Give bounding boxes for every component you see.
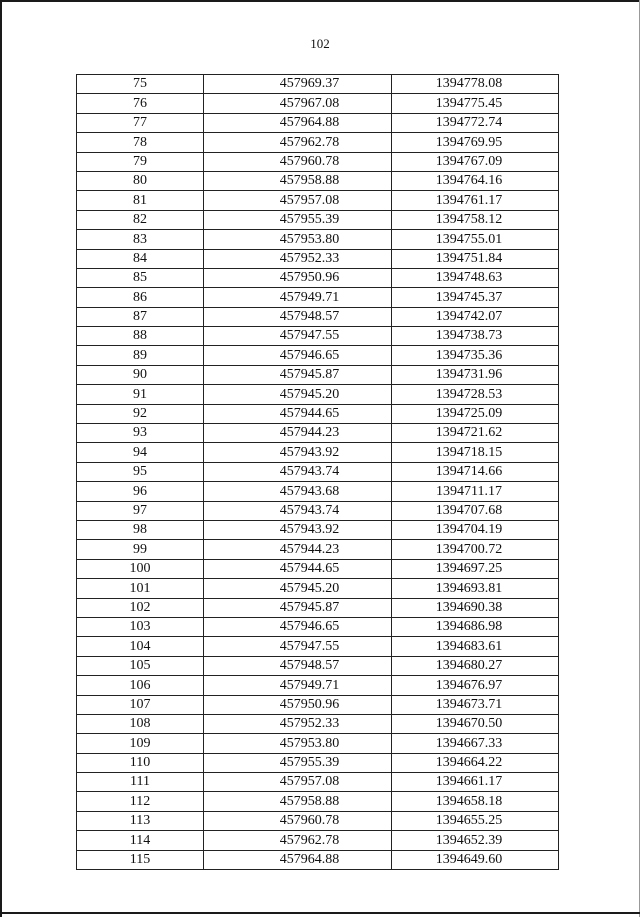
cell-text: 1394683.61 <box>435 638 503 654</box>
cell-text: 457960.78 <box>279 813 340 829</box>
point-number-cell <box>77 268 204 287</box>
y-coordinate-cell <box>392 424 559 443</box>
cell-text: 88 <box>133 328 147 344</box>
y-coordinate-cell <box>392 443 559 462</box>
cell-text: 1394670.50 <box>435 716 503 732</box>
y-coordinate-cell <box>392 230 559 249</box>
y-coordinate-cell <box>392 482 559 501</box>
x-coordinate-cell <box>204 811 392 830</box>
cell-text: 1394731.96 <box>435 367 503 383</box>
cell-text: 1394758.12 <box>435 212 503 228</box>
table-row <box>77 230 559 249</box>
page-edge-top <box>0 0 640 2</box>
cell-text: 457945.87 <box>279 367 340 383</box>
y-coordinate-cell <box>392 695 559 714</box>
cell-text: 80 <box>133 173 147 189</box>
point-number-cell <box>77 579 204 598</box>
y-coordinate-cell <box>392 598 559 617</box>
cell-text: 89 <box>133 347 147 363</box>
cell-text: 1394697.25 <box>435 561 503 577</box>
cell-text: 1394704.19 <box>435 522 503 538</box>
cell-text: 1394718.15 <box>435 444 503 460</box>
table-row <box>77 753 559 772</box>
point-number-cell <box>77 133 204 152</box>
table-row <box>77 346 559 365</box>
point-number-cell <box>77 753 204 772</box>
point-number-cell <box>77 404 204 423</box>
y-coordinate-cell <box>392 462 559 481</box>
table-row <box>77 559 559 578</box>
point-number-cell <box>77 94 204 113</box>
cell-text: 103 <box>129 619 151 635</box>
cell-text: 1394764.16 <box>435 173 503 189</box>
cell-text: 457960.78 <box>279 153 340 169</box>
cell-text: 1394751.84 <box>435 250 503 266</box>
y-coordinate-cell <box>392 656 559 675</box>
point-number-cell <box>77 520 204 539</box>
point-number-cell <box>77 307 204 326</box>
cell-text: 457969.37 <box>279 76 340 92</box>
cell-text: 75 <box>133 76 147 92</box>
point-number-cell <box>77 637 204 656</box>
cell-text: 84 <box>133 250 147 266</box>
cell-text: 1394769.95 <box>435 134 503 150</box>
table-row <box>77 579 559 598</box>
x-coordinate-cell <box>204 850 392 869</box>
cell-text: 457944.23 <box>279 541 340 557</box>
cell-text: 112 <box>129 793 151 809</box>
table-row <box>77 811 559 830</box>
table-row <box>77 617 559 636</box>
cell-text: 1394700.72 <box>435 541 503 557</box>
table-row <box>77 152 559 171</box>
cell-text: 1394772.74 <box>435 115 503 131</box>
table-row <box>77 695 559 714</box>
x-coordinate-cell <box>204 404 392 423</box>
cell-text: 457946.65 <box>279 347 340 363</box>
cell-text: 105 <box>129 658 151 674</box>
table-row <box>77 365 559 384</box>
y-coordinate-cell <box>392 327 559 346</box>
table-row <box>77 443 559 462</box>
table-row <box>77 462 559 481</box>
table-row <box>77 94 559 113</box>
x-coordinate-cell <box>204 307 392 326</box>
y-coordinate-cell <box>392 307 559 326</box>
x-coordinate-cell <box>204 734 392 753</box>
x-coordinate-cell <box>204 462 392 481</box>
table-row <box>77 598 559 617</box>
cell-text: 457947.55 <box>279 638 340 654</box>
cell-text: 457949.71 <box>279 289 340 305</box>
cell-text: 1394755.01 <box>435 231 503 247</box>
point-number-cell <box>77 773 204 792</box>
cell-text: 1394714.66 <box>435 464 503 480</box>
point-number-cell <box>77 676 204 695</box>
y-coordinate-cell <box>392 714 559 733</box>
cell-text: 1394711.17 <box>436 483 502 499</box>
cell-text: 1394707.68 <box>435 502 503 518</box>
x-coordinate-cell <box>204 559 392 578</box>
point-number-cell <box>77 540 204 559</box>
y-coordinate-cell <box>392 811 559 830</box>
y-coordinate-cell <box>392 831 559 850</box>
table-row <box>77 268 559 287</box>
table-row <box>77 210 559 229</box>
cell-text: 1394680.27 <box>435 658 503 674</box>
cell-text: 457943.68 <box>279 483 340 499</box>
cell-text: 457948.57 <box>279 658 340 674</box>
cell-text: 111 <box>130 774 150 790</box>
point-number-cell <box>77 288 204 307</box>
y-coordinate-cell <box>392 637 559 656</box>
table-row <box>77 288 559 307</box>
cell-text: 457950.96 <box>279 696 340 712</box>
y-coordinate-cell <box>392 171 559 190</box>
cell-text: 1394775.45 <box>435 95 503 111</box>
table-row <box>77 792 559 811</box>
cell-text: 457955.39 <box>279 212 340 228</box>
point-number-cell <box>77 501 204 520</box>
y-coordinate-cell <box>392 850 559 869</box>
x-coordinate-cell <box>204 482 392 501</box>
cell-text: 457953.80 <box>279 231 340 247</box>
point-number-cell <box>77 811 204 830</box>
coordinates-table-body <box>77 75 559 870</box>
cell-text: 457943.92 <box>279 522 340 538</box>
x-coordinate-cell <box>204 346 392 365</box>
point-number-cell <box>77 424 204 443</box>
cell-text: 457949.71 <box>279 677 340 693</box>
cell-text: 1394690.38 <box>435 599 503 615</box>
x-coordinate-cell <box>204 288 392 307</box>
cell-text: 1394742.07 <box>435 309 503 325</box>
cell-text: 1394686.98 <box>435 619 503 635</box>
cell-text: 457945.20 <box>279 580 340 596</box>
cell-text: 1394664.22 <box>435 755 503 771</box>
cell-text: 457943.74 <box>279 464 340 480</box>
cell-text: 99 <box>133 541 147 557</box>
cell-text: 109 <box>129 735 151 751</box>
y-coordinate-cell <box>392 346 559 365</box>
cell-text: 457944.65 <box>279 561 340 577</box>
y-coordinate-cell <box>392 152 559 171</box>
y-coordinate-cell <box>392 191 559 210</box>
cell-text: 1394658.18 <box>435 793 503 809</box>
x-coordinate-cell <box>204 579 392 598</box>
y-coordinate-cell <box>392 617 559 636</box>
cell-text: 107 <box>129 696 151 712</box>
x-coordinate-cell <box>204 171 392 190</box>
cell-text: 457944.23 <box>279 425 340 441</box>
cell-text: 77 <box>133 115 147 131</box>
cell-text: 457947.55 <box>279 328 340 344</box>
x-coordinate-cell <box>204 249 392 268</box>
point-number-cell <box>77 327 204 346</box>
cell-text: 90 <box>133 367 147 383</box>
cell-text: 96 <box>133 483 147 499</box>
cell-text: 457957.08 <box>279 774 340 790</box>
cell-text: 108 <box>129 716 151 732</box>
table-row <box>77 191 559 210</box>
table-row <box>77 482 559 501</box>
cell-text: 457948.57 <box>279 309 340 325</box>
x-coordinate-cell <box>204 617 392 636</box>
cell-text: 83 <box>133 231 147 247</box>
cell-text: 457952.33 <box>279 716 340 732</box>
table-row <box>77 249 559 268</box>
cell-text: 113 <box>129 813 151 829</box>
x-coordinate-cell <box>204 75 392 94</box>
table-row <box>77 75 559 94</box>
cell-text: 81 <box>133 192 147 208</box>
x-coordinate-cell <box>204 773 392 792</box>
cell-text: 457953.80 <box>279 735 340 751</box>
cell-text: 1394667.33 <box>435 735 503 751</box>
y-coordinate-cell <box>392 385 559 404</box>
cell-text: 1394673.71 <box>435 696 503 712</box>
cell-text: 1394767.09 <box>435 153 503 169</box>
y-coordinate-cell <box>392 540 559 559</box>
cell-text: 457962.78 <box>279 832 340 848</box>
x-coordinate-cell <box>204 676 392 695</box>
x-coordinate-cell <box>204 520 392 539</box>
table-row <box>77 424 559 443</box>
x-coordinate-cell <box>204 365 392 384</box>
point-number-cell <box>77 113 204 132</box>
point-number-cell <box>77 792 204 811</box>
page-number: 102 <box>310 36 330 51</box>
cell-text: 1394652.39 <box>435 832 503 848</box>
table-row <box>77 676 559 695</box>
cell-text: 1394761.17 <box>435 192 503 208</box>
cell-text: 457955.39 <box>279 755 340 771</box>
coordinates-table <box>76 74 559 870</box>
point-number-cell <box>77 617 204 636</box>
page-edge-bottom <box>0 912 640 914</box>
y-coordinate-cell <box>392 268 559 287</box>
cell-text: 97 <box>133 502 147 518</box>
point-number-cell <box>77 171 204 190</box>
cell-text: 1394655.25 <box>435 813 503 829</box>
cell-text: 115 <box>129 852 151 868</box>
point-number-cell <box>77 249 204 268</box>
cell-text: 457958.88 <box>279 793 340 809</box>
cell-text: 457964.88 <box>279 115 340 131</box>
x-coordinate-cell <box>204 714 392 733</box>
table-row <box>77 540 559 559</box>
point-number-cell <box>77 714 204 733</box>
x-coordinate-cell <box>204 753 392 772</box>
cell-text: 94 <box>133 444 147 460</box>
y-coordinate-cell <box>392 579 559 598</box>
x-coordinate-cell <box>204 443 392 462</box>
cell-text: 87 <box>133 309 147 325</box>
x-coordinate-cell <box>204 385 392 404</box>
point-number-cell <box>77 230 204 249</box>
page-edge-left <box>0 0 2 917</box>
cell-text: 1394728.53 <box>435 386 503 402</box>
table-row <box>77 327 559 346</box>
table-row <box>77 404 559 423</box>
x-coordinate-cell <box>204 540 392 559</box>
cell-text: 1394748.63 <box>435 270 503 286</box>
cell-text: 92 <box>133 406 147 422</box>
table-row <box>77 656 559 675</box>
cell-text: 95 <box>133 464 147 480</box>
cell-text: 457946.65 <box>279 619 340 635</box>
cell-text: 1394649.60 <box>435 852 503 868</box>
y-coordinate-cell <box>392 288 559 307</box>
x-coordinate-cell <box>204 831 392 850</box>
y-coordinate-cell <box>392 94 559 113</box>
cell-text: 1394693.81 <box>435 580 503 596</box>
cell-text: 82 <box>133 212 147 228</box>
x-coordinate-cell <box>204 113 392 132</box>
point-number-cell <box>77 385 204 404</box>
point-number-cell <box>77 831 204 850</box>
cell-text: 457957.08 <box>279 192 340 208</box>
cell-text: 93 <box>133 425 147 441</box>
cell-text: 1394721.62 <box>435 425 503 441</box>
x-coordinate-cell <box>204 152 392 171</box>
y-coordinate-cell <box>392 753 559 772</box>
cell-text: 457944.65 <box>279 406 340 422</box>
cell-text: 1394676.97 <box>435 677 503 693</box>
y-coordinate-cell <box>392 520 559 539</box>
point-number-cell <box>77 462 204 481</box>
cell-text: 457950.96 <box>279 270 340 286</box>
table-row <box>77 501 559 520</box>
y-coordinate-cell <box>392 676 559 695</box>
y-coordinate-cell <box>392 501 559 520</box>
y-coordinate-cell <box>392 75 559 94</box>
cell-text: 1394745.37 <box>435 289 503 305</box>
table-row <box>77 637 559 656</box>
cell-text: 110 <box>129 755 151 771</box>
table-row <box>77 113 559 132</box>
cell-text: 114 <box>129 832 151 848</box>
y-coordinate-cell <box>392 249 559 268</box>
point-number-cell <box>77 734 204 753</box>
cell-text: 91 <box>133 386 147 402</box>
y-coordinate-cell <box>392 365 559 384</box>
point-number-cell <box>77 75 204 94</box>
table-row <box>77 773 559 792</box>
point-number-cell <box>77 210 204 229</box>
x-coordinate-cell <box>204 792 392 811</box>
x-coordinate-cell <box>204 424 392 443</box>
x-coordinate-cell <box>204 327 392 346</box>
cell-text: 1394661.17 <box>435 774 503 790</box>
point-number-cell <box>77 365 204 384</box>
cell-text: 1394725.09 <box>435 406 503 422</box>
cell-text: 457943.74 <box>279 502 340 518</box>
point-number-cell <box>77 152 204 171</box>
point-number-cell <box>77 191 204 210</box>
y-coordinate-cell <box>392 113 559 132</box>
x-coordinate-cell <box>204 598 392 617</box>
x-coordinate-cell <box>204 637 392 656</box>
y-coordinate-cell <box>392 210 559 229</box>
y-coordinate-cell <box>392 404 559 423</box>
table-row <box>77 714 559 733</box>
point-number-cell <box>77 559 204 578</box>
point-number-cell <box>77 695 204 714</box>
table-row <box>77 171 559 190</box>
x-coordinate-cell <box>204 230 392 249</box>
y-coordinate-cell <box>392 773 559 792</box>
cell-text: 106 <box>129 677 151 693</box>
table-row <box>77 734 559 753</box>
cell-text: 457952.33 <box>279 250 340 266</box>
table-row <box>77 520 559 539</box>
cell-text: 457967.08 <box>279 95 340 111</box>
x-coordinate-cell <box>204 191 392 210</box>
cell-text: 102 <box>129 599 151 615</box>
point-number-cell <box>77 482 204 501</box>
cell-text: 98 <box>133 522 147 538</box>
cell-text: 86 <box>133 289 147 305</box>
cell-text: 1394738.73 <box>435 328 503 344</box>
cell-text: 457964.88 <box>279 852 340 868</box>
x-coordinate-cell <box>204 94 392 113</box>
y-coordinate-cell <box>392 559 559 578</box>
point-number-cell <box>77 346 204 365</box>
point-number-cell <box>77 443 204 462</box>
cell-text: 457945.20 <box>279 386 340 402</box>
cell-text: 457962.78 <box>279 134 340 150</box>
y-coordinate-cell <box>392 792 559 811</box>
table-row <box>77 850 559 869</box>
cell-text: 79 <box>133 153 147 169</box>
y-coordinate-cell <box>392 133 559 152</box>
x-coordinate-cell <box>204 695 392 714</box>
cell-text: 457958.88 <box>279 173 340 189</box>
cell-text: 76 <box>133 95 147 111</box>
cell-text: 104 <box>129 638 151 654</box>
cell-text: 457943.92 <box>279 444 340 460</box>
table-row <box>77 133 559 152</box>
cell-text: 457945.87 <box>279 599 340 615</box>
cell-text: 100 <box>129 561 151 577</box>
y-coordinate-cell <box>392 734 559 753</box>
cell-text: 101 <box>129 580 151 596</box>
point-number-cell <box>77 850 204 869</box>
cell-text: 1394778.08 <box>435 76 503 92</box>
point-number-cell <box>77 598 204 617</box>
cell-text: 78 <box>133 134 147 150</box>
cell-text: 85 <box>133 270 147 286</box>
table-row <box>77 307 559 326</box>
x-coordinate-cell <box>204 133 392 152</box>
x-coordinate-cell <box>204 656 392 675</box>
x-coordinate-cell <box>204 268 392 287</box>
x-coordinate-cell <box>204 210 392 229</box>
table-row <box>77 385 559 404</box>
cell-text: 1394735.36 <box>435 347 503 363</box>
table-row <box>77 831 559 850</box>
x-coordinate-cell <box>204 501 392 520</box>
point-number-cell <box>77 656 204 675</box>
